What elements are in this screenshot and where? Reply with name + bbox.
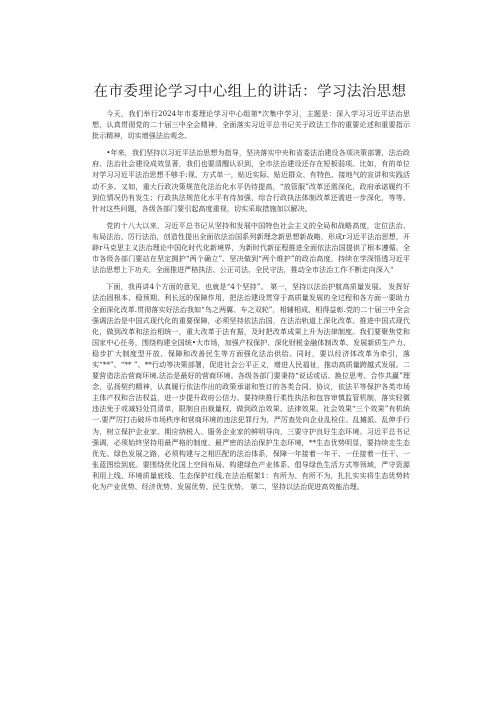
section-two-heading: 第二，坚持以法治促进高效能治理。 bbox=[250, 482, 364, 491]
section-intro: 下面，我再讲4个方面的意见，也就是“4个坚持”。 bbox=[106, 282, 268, 292]
page-title: 在市委理论学习中心组上的讲话：学习法治思想 bbox=[93, 84, 407, 100]
document-body bbox=[92, 108, 410, 492]
section-one-heading: 第一，坚持以法治护航高质量发展。 bbox=[270, 282, 386, 292]
paragraph-2: •年来，我们坚持以习近平法治思想为指导，坚决落实中央和省委法治建设各项决策部署，法治政府、法治社会建设成效显著，我们也要清醒认识到，全市法治建设还存在短板弱项。比如，有的单位对学习习近平法治思想不够手:视、方式单一，贴近实际、贴近群众、有特色、接地气的宣讲和实践活动不多。又如，重大行政决策规范化法治化水平仍待提高，“放管服”改革还需深化，政府承诺履约不到位情况仍有发生；行政执法规范化水平有待加强，综合行政执法体制改革还需进一步深化，等等。针对这些问题，各级各部门要引起高度重视，切实采取措施加以解决。 bbox=[92, 148, 410, 213]
paragraph-1: 今天，我们举行2024年市委理论学习中心组第*次集中学习，主题是：深入学习习近平法治思想，认真贯彻党的二十届三中全会精神，全面落实习近平总书记关于政法工作的重要论述和重要指示批示精神，切实增强法治观念。 bbox=[92, 109, 410, 141]
section-one-paragraph bbox=[92, 281, 410, 492]
paragraph-3: 党的十八大以来，习近平总书记从坚持和发展中国特色社会主义的全局和战略高度，定位法治、布局法治、厉行法治，创造性提出全面依法治国系列新理念新思想新战略，形成r习近平法治思想，开辟r马克思主义法治理论中国化时代化新境界，为新时代新征程推进全面依法治国提供了根本遵循。全市各级各部门要站在坚定拥护“两个确立”、坚决做到“两个维护”的政治高度，持续在学深悟透习近平法治思想上下功夫，全面推进严格执法、公正司法、全民守法，推动全市法治工作不断走向深入“ bbox=[92, 220, 410, 275]
section-one-body: 发挥好法治固根本、稳预期、利长远的保障作用，把法治建设贯穿于高质量发展的全过程和各方面一要助力全面深化改革.贯彻落实好法治我如“鸟之两翼、车之双轮”，相辅相成、相得益彰.党的二十届三中全会强调法治是中国式现代化的重要保障，必须坚持依法治国，在法治轨道上深化改革、推进中国式现代化，做到改革和法治相统一，重大改革于法有据，及时把改革成果上升为法律制度。我们要聚焦党和国家中心任务，围绕构建全国统•大市场，加强产权保护、深化财税金融体制改革、发展新质生产力、稳步扩大制度型开放、保障和改善民生等方面强化法治供给。同时，要以经济体改革为牵引，落实“**”、“** ”、**行动等决策部署，促进社会公平正义，增进人民福祉，推动高质量跨越式发展。二要营造法治营商环境.法治是最好的营商环境。各级各部门要秉持“说话或话、换位思考、合作共赢”理念，弘扬契约精神，认真履行依法作出的政策承诺和签订的各类合同、协议，依法平等保护各类市场主体产权和合法权益，进一步提升政府公信力。要持续推行柔性执法和包容审慎监管机制，落实轻微违法免于或减轻处罚清单，限制自由裁量权，做到政治效果、法律效果、社会效果“三个效果”有机统一.要严厉打击破坏市场秩序和营商环境的违法犯罪行为，严厉查处向企业乱检住、乱摊派、乱伸手行为，树立保护企业家、期应纳税人、服务企业家的鲜明导向，三要守护良好生态环境。习近平总书记强调，必须始终坚持用最严格的制度、最严密的法治保护生态环境，**生态优势明显，要持续走生态优先、绿色发展之路，必须构建与之相匹配的法治体系，保障一年接着一年干、一任接着一任干、一张蓝图绘到底。要围绕优化国上空间布局、构建绿色产业体系、倡导绿色生活方式等领域，严守资源利用上线、环境质量底线、生态保护红线,在法治框架1：有所为、有所不为，扎扎实实将生态优势转化为产业优势、经济优势、发展优势、民生优势。 bbox=[92, 282, 410, 491]
